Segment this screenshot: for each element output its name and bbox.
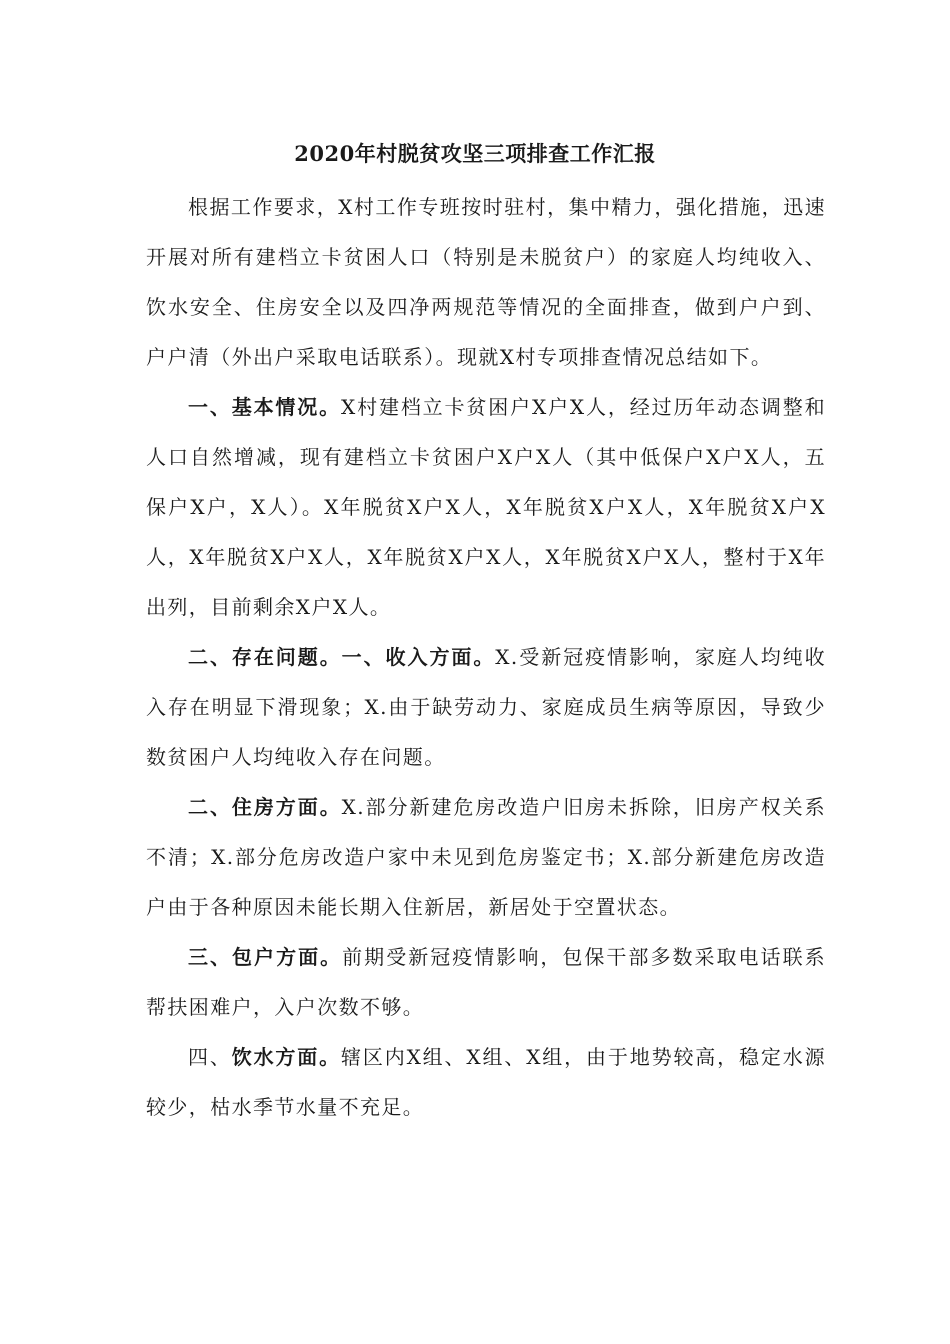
section-heading: 饮水方面。 (231, 1045, 342, 1069)
section-heading: 三、包户方面。 (188, 945, 343, 969)
paragraph-income-issues (146, 632, 826, 782)
paragraph-text: 前期受新冠疫情影响，包保干部多数采取电话联系帮扶困难户，入户次数不够。 (146, 945, 826, 1019)
paragraph-text: X.受新冠疫情影响，家庭人均纯收入存在明显下滑现象；X.由于缺劳动力、家庭成员生病等原因，导致少数贫困户人均纯收入存在问题。 (146, 645, 826, 769)
paragraph-text: X.部分新建危房改造户旧房未拆除，旧房产权关系不清；X.部分危房改造户家中未见到危房鉴定书；X.部分新建危房改造户由于各种原因未能长期入住新居，新居处于空置状态。 (146, 795, 826, 919)
document-title: 2020年村脱贫攻坚三项排查工作汇报 (294, 141, 656, 166)
paragraph-intro (146, 182, 826, 382)
paragraph-text: 辖区内X组、X组、X组，由于地势较高，稳定水源较少，枯水季节水量不充足。 (146, 1045, 826, 1119)
section-heading: 二、存在问题。一、收入方面。 (188, 645, 496, 669)
paragraph-housing-issues (146, 782, 826, 932)
section-heading: 一、基本情况。 (188, 395, 342, 419)
document-body (146, 182, 826, 1132)
paragraph-household-support (146, 932, 826, 1032)
paragraph-text: 根据工作要求，X村工作专班按时驻村，集中精力，强化措施，迅速开展对所有建档立卡贫困人口（特别是未脱贫户）的家庭人均纯收入、饮水安全、住房安全以及四净两规范等情况的全面排查，做到户户到、户户清（外出户采取电话联系）。现就X村专项排查情况总结如下。 (146, 195, 826, 369)
section-heading: 二、住房方面。 (188, 795, 342, 819)
paragraph-text: X村建档立卡贫困户X户X人，经过历年动态调整和人口自然增减，现有建档立卡贫困户X户X人（其中低保户X户X人，五保户X户，X人）。X年脱贫X户X人，X年脱贫X户X人，X年脱贫X户X人，X年脱贫X户X人，X年脱贫X户X人，X年脱贫X户X人，整村于X年出列，目前剩余X户X人。 (146, 395, 826, 619)
paragraph-water-issues (146, 1032, 826, 1132)
section-number: 四、 (188, 1045, 232, 1069)
paragraph-basic-situation (146, 382, 826, 632)
